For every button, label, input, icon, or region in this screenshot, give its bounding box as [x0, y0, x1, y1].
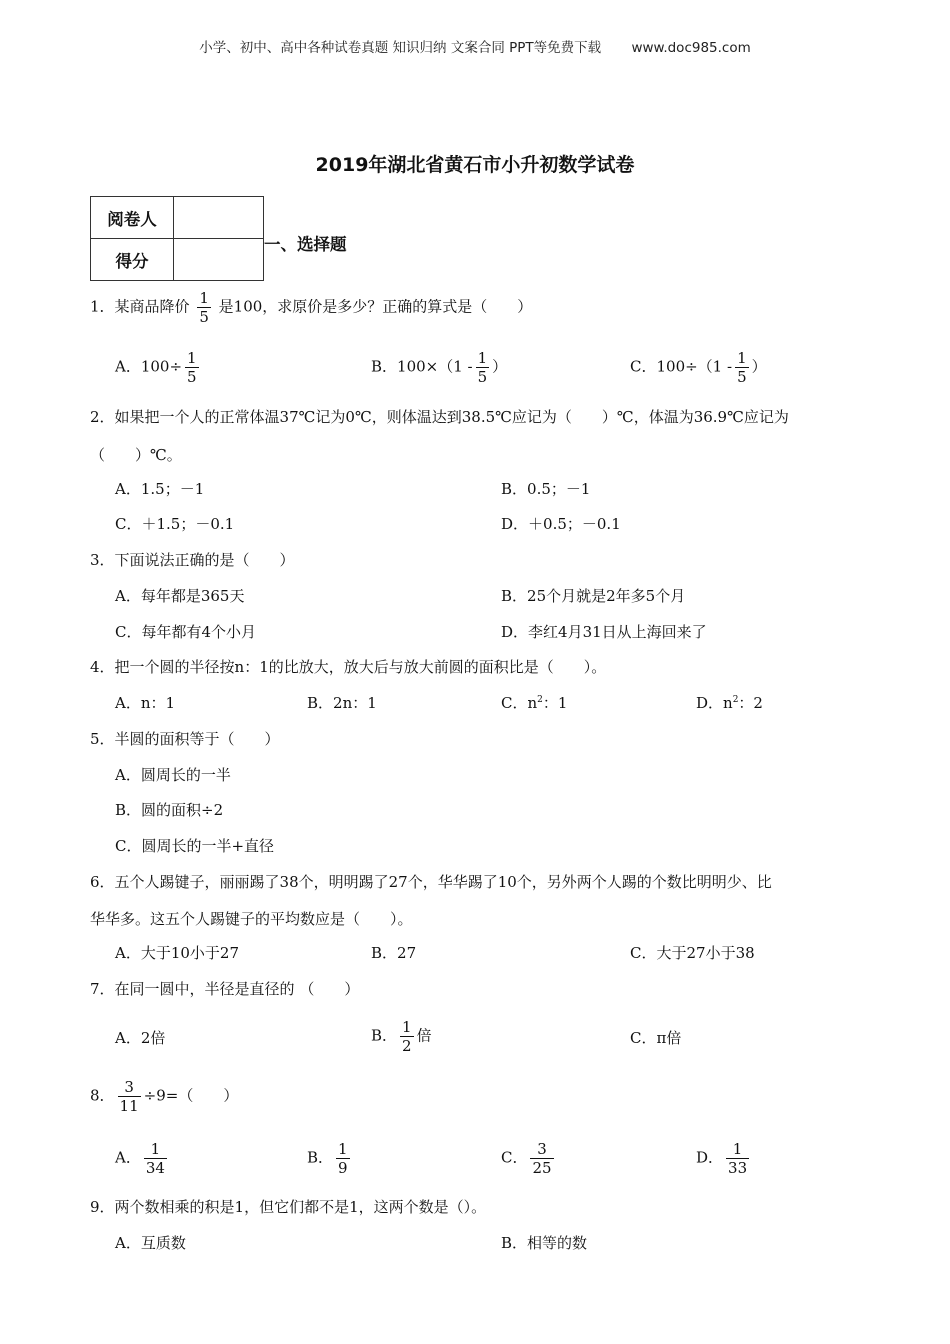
q4-option-c — [501, 693, 567, 713]
option-text: ：1 — [542, 694, 568, 712]
frac-den: 34 — [145, 1159, 165, 1177]
frac-num: 1 — [402, 1018, 412, 1036]
header-site[interactable]: www.doc985.com — [631, 40, 751, 56]
option-text: 倍 — [416, 1026, 432, 1045]
q4-option-b: B．2n：1 — [307, 694, 377, 712]
q1-option-c — [630, 349, 767, 386]
q6-option-b: B．27 — [371, 944, 417, 962]
question-1-stem — [90, 289, 532, 326]
q2-option-b: B．0.5；－1 — [501, 480, 591, 498]
q8-option-a — [115, 1140, 170, 1177]
question-2-line2: （ ）℃。 — [90, 446, 182, 464]
q1-stem-a: 1．某商品降价 — [90, 297, 190, 316]
option-text: B． — [307, 1148, 334, 1167]
q8-d-fraction — [726, 1140, 749, 1177]
question-3-stem: 3．下面说法正确的是（ ） — [90, 551, 295, 569]
frac-den: 5 — [737, 368, 747, 386]
q5-option-c: C．圆周长的一半+直径 — [115, 837, 275, 855]
frac-den: 5 — [477, 368, 488, 386]
q4-option-a: A．n：1 — [115, 694, 176, 712]
option-text: C．n — [501, 694, 538, 712]
q9-option-b: B．相等的数 — [501, 1234, 588, 1252]
frac-num: 1 — [150, 1140, 161, 1158]
q1-fraction — [197, 289, 211, 326]
frac-den: 5 — [199, 308, 209, 326]
header-text: 小学、初中、高中各种试卷真题 知识归纳 文案合同 PPT等免费下载 — [199, 40, 602, 56]
option-text: 8． — [90, 1086, 115, 1105]
score-label: 得分 — [91, 239, 174, 281]
page-header — [0, 36, 950, 56]
frac-den: 11 — [119, 1097, 139, 1115]
frac-num: 1 — [338, 1140, 348, 1158]
q3-option-b: B．25个月就是2年多5个月 — [501, 587, 686, 605]
question-6-line2: 华华多。这五个人踢键子的平均数应是（ ）。 — [90, 910, 413, 928]
q1-c-fraction — [735, 349, 749, 386]
q7-option-a: A．2倍 — [115, 1029, 166, 1047]
option-text: ÷9=（ ） — [143, 1086, 239, 1105]
option-text: D．n — [696, 694, 733, 712]
question-7-stem: 7．在同一圆中，半径是直径的 （ ） — [90, 980, 360, 998]
q3-option-a: A．每年都是365天 — [115, 587, 245, 605]
q8-option-c — [501, 1140, 557, 1177]
q2-option-d: D．＋0.5；－0.1 — [501, 515, 621, 533]
frac-num: 3 — [124, 1078, 134, 1096]
q8-c-fraction — [530, 1140, 553, 1177]
q1-option-a — [115, 349, 202, 386]
q4-option-d — [696, 693, 763, 713]
question-4-stem: 4．把一个圆的半径按n：1的比放大，放大后与放大前圆的面积比是（ ）。 — [90, 658, 607, 676]
q2-option-a: A．1.5；－1 — [115, 480, 205, 498]
frac-num: 1 — [737, 349, 747, 367]
question-2-line1: 2．如果把一个人的正常体温37℃记为0℃，则体温达到38.5℃应记为（ ）℃，体温为36.9℃应记为 — [90, 408, 789, 426]
q7-option-c: C．π倍 — [630, 1029, 682, 1047]
superscript: 2 — [537, 695, 543, 705]
q7-option-b — [371, 1018, 432, 1055]
question-5-stem: 5．半圆的面积等于（ ） — [90, 730, 280, 748]
question-8-stem — [90, 1078, 238, 1115]
score-cell — [174, 239, 264, 281]
q8-option-b — [307, 1140, 353, 1177]
option-text: ：2 — [738, 694, 763, 712]
frac-num: 1 — [199, 289, 209, 307]
q1-option-b — [371, 349, 507, 386]
frac-den: 9 — [338, 1159, 348, 1177]
grader-table — [90, 196, 264, 281]
frac-num: 1 — [477, 349, 488, 367]
reviewer-label: 阅卷人 — [91, 197, 174, 239]
q1-b-fraction — [476, 349, 490, 386]
q1-a-fraction — [185, 349, 199, 386]
page-title: 2019年湖北省黄石市小升初数学试卷 — [315, 154, 635, 176]
q1-stem-b: 是100，求原价是多少？正确的算式是（ ） — [218, 297, 533, 316]
option-text: ） — [492, 357, 508, 376]
q8-b-fraction — [336, 1140, 350, 1177]
option-text: A． — [115, 1148, 141, 1167]
q5-option-b: B．圆的面积÷2 — [115, 801, 224, 819]
section-heading: 一、选择题 — [264, 235, 347, 254]
option-text: B．100×（1 - — [371, 357, 473, 376]
option-text: D． — [696, 1148, 724, 1167]
q5-option-a: A．圆周长的一半 — [115, 766, 231, 784]
option-text: C．100÷（1 - — [630, 357, 733, 376]
option-text: C． — [501, 1148, 528, 1167]
frac-den: 33 — [728, 1159, 748, 1177]
q7-b-fraction — [400, 1018, 414, 1055]
question-9-stem: 9．两个数相乘的积是1，但它们都不是1，这两个数是（）。 — [90, 1198, 487, 1216]
q8-a-fraction — [144, 1140, 167, 1177]
frac-den: 5 — [187, 368, 197, 386]
q9-option-a: A．互质数 — [115, 1234, 186, 1252]
option-text: ） — [751, 357, 767, 376]
frac-num: 3 — [537, 1140, 547, 1158]
question-6-line1: 6．五个人踢键子，丽丽踢了38个，明明踢了27个，华华踢了10个，另外两个人踢的个数比明明少、比 — [90, 873, 772, 891]
frac-num: 1 — [187, 349, 197, 367]
frac-den: 2 — [402, 1037, 412, 1055]
q2-option-c: C．＋1.5；－0.1 — [115, 515, 235, 533]
option-text: B． — [371, 1026, 398, 1045]
option-text: A．100÷ — [115, 357, 183, 376]
q8-option-d — [696, 1140, 752, 1177]
q3-option-c: C．每年都有4个小月 — [115, 623, 257, 641]
frac-den: 25 — [532, 1159, 552, 1177]
q8-fraction — [118, 1078, 141, 1115]
superscript: 2 — [732, 695, 739, 705]
q3-option-d: D．李红4月31日从上海回来了 — [501, 623, 707, 641]
frac-num: 1 — [732, 1140, 743, 1158]
q6-option-a: A．大于10小于27 — [115, 944, 240, 962]
reviewer-cell — [174, 197, 264, 239]
q6-option-c: C．大于27小于38 — [630, 944, 755, 962]
